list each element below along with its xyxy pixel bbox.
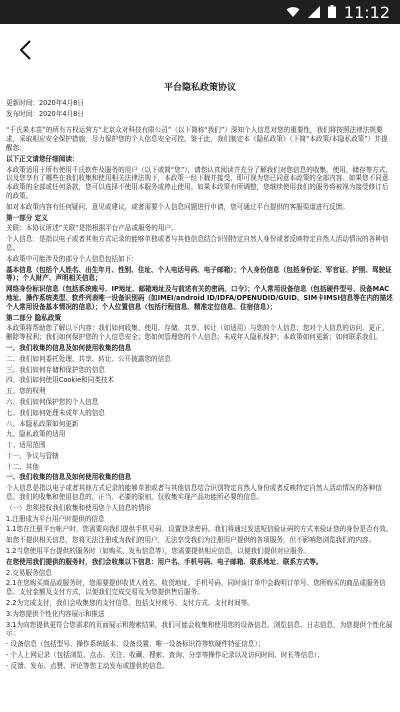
policy-paragraph: 十一、争议与管辖 (6, 451, 59, 460)
policy-paragraph: 第二部分 隐私政策 (6, 313, 62, 322)
policy-paragraph: 2.1在您购买商品或服务时，您需要提供收货人姓名、收货地址、手机号码，同时该订单中会载明订单号、您所购买的商品或服务信息、支付金额及支付方式，以便我们完成交易及为您提供售后服务。 (6, 579, 386, 597)
signal-icon (308, 3, 320, 22)
policy-paragraph: 十、适用范围 (6, 441, 46, 450)
policy-paragraph: 本政策中可能涉及的部分个人信息包括如下： (6, 254, 138, 263)
policy-paragraph: 2.交易服务信息 (6, 568, 52, 577)
policy-paragraph: 个人信息：是指以电子或者其他方式记录的能够单独或者与其他信息结合识别特定自然人身份或者反映特定自然人活动情况的各种信息。 (6, 235, 389, 252)
policy-paragraph: 1.注册成为平台用户时提供的信息 (6, 514, 105, 523)
wifi-icon (286, 3, 300, 22)
policy-paragraph: 一、我们收集的信息及如何使用收集的信息 (6, 343, 132, 352)
policy-paragraph: “千氏果木苗”的所有方权运营方“北京众对科技有限公司”（以下简称“我们”）深知个人信息对您的重要性，我们将按照法律法规要求，采取相应安全保护措施，尽力保护您的个人信息安全可控。鉴于此，我们制定本《隐私政策》（下简“本政策/本隐私政策”）并提醒您： (6, 126, 388, 152)
policy-paragraph: 本政策适用于所有使用千氏软件及服务的用户（以下或简“您”），请您认真阅读并充分了解我们对您信息的收集、使用、储存等方式，以及您享有了哪些在我们收集和使用相关法律法规下，本政策一经下载并接受，即可视为您已同意本政策的全部内容。如果您不同意本政策的全部或任何条款，您可以选择不使用本服务或停止使用。如果本政策有所调整，您继续使用我们的服务将被视为接受修订后的政策。 (6, 165, 392, 200)
policy-paragraph: 五、您的权利 (6, 387, 46, 396)
policy-paragraph: 一、我们收集的信息及如何使用收集的信息 (6, 473, 132, 482)
policy-paragraph: 3.为您提供个性化内容展示和推送 (6, 609, 105, 618)
policy-paragraph: 如您不提供相关信息，您将无法注册成为我们的用户，无法享受我们为注册用户提供的各项服务，但不影响您浏览我们的内容。 (6, 536, 376, 545)
policy-content[interactable] (0, 76, 400, 712)
policy-paragraph: - 个人上网记录（包括浏览、点击、关注、收藏、搜索、查询、分享等操作记录以及访问时间、时长等信息）； (6, 651, 324, 660)
policy-paragraph: 1.2当您使用平台提供的服务时（如购买、发布信息等），您需要提供相应信息，以便我们提供对应服务。 (6, 547, 310, 556)
policy-paragraph: 以下正文请您仔细阅读： (6, 154, 79, 163)
policy-paragraph: 基本信息（包括个人姓名、出生年月、性别、住址、个人电话号码、电子邮箱）；个人身份信息（包括身份证、军官证、护照、驾驶证等）；个人财产、声明相关信息； (6, 265, 392, 283)
policy-paragraph: 十二、其他 (6, 462, 39, 471)
back-button[interactable] (14, 39, 36, 61)
policy-paragraph: - 设备信息（包括型号、操作系统版本、设备设置、唯一设备标识符等软硬件特征信息）； (6, 640, 265, 649)
policy-paragraph: 关联：本协议所述“关联”是指根据平台产品或服务的用户。 (6, 224, 178, 233)
policy-paragraph: 在您使用我们提供的服务时，我们会收集以下信息：用户名、手机号码、电子邮箱、联系地址、联系方式等。 (6, 557, 323, 566)
policy-paragraph: （一）您须授权我们收集和使用您个人信息的情形 (6, 503, 152, 512)
policy-paragraph: 第一部分 定义 (6, 213, 48, 222)
policy-paragraph: 网络身份标识信息（包括系统账号、IP地址、邮箱地址及与前述有关的密码、口令）；个人常用设备信息（包括硬件型号、设备MAC地址、操作系统类型、软件列表唯一设备识别码（如IMEI/android ID/IDFA/OPENUDID/GUID、SIM卡IMSI信息等在内的描述个人常用设备基本情况的信息）；个人位置信息（包括行程信息、精准定位信息、住宿信息）； (6, 285, 393, 311)
policy-paragraph: 本政策将帮助您了解以下内容：我们如何收集、使用、存储、共享、转让（如适用）与您的个人信息；您对个人信息的访问、更正、删除等权利；我们如何保护您的个人信息安全；您如何管理您的个人信息；未成年人隐私保护；本政策如何更新；如何联系我们。 (6, 324, 389, 342)
policy-paragraph: 八、本隐私政策如何更新 (6, 419, 79, 428)
chevron-left-icon (19, 40, 31, 60)
app-bar (0, 24, 400, 76)
policy-paragraph: 个人信息是指以电子或者其他方式记录的能够单独或者与其他信息结合识别特定自然人身份或者反映特定自然人活动情况的各种信息。我们的收集和使用信息的，正当、必要的原则，仅收集实现产品功能所必要的信息。 (6, 484, 382, 502)
policy-paragraph: 三、我们如何存储和保护您的信息 (6, 365, 105, 374)
policy-paragraph: 四、我们如何使用Cookie和同类技术 (6, 376, 115, 385)
policy-paragraph: - 反馈、发布、点赞、评论等您主动发布或提供的信息。 (6, 661, 169, 670)
policy-paragraph: 二、我们如何委托处理、共享、转让、公开披露您的信息 (6, 354, 171, 363)
policy-paragraph: 3.1为向您提供更符合您需求的页面展示和搜索结果，我们可能会收集和使用您的设备信息、浏览信息、日志信息，为您提供个性化展示： (6, 620, 393, 638)
policy-paragraph: 2.2为完成支付，我们会收集您的支付信息，包括支付账号、支付方式、支付时间等。 (6, 599, 254, 608)
update-date: 更新时间：2020年4月8日 (6, 98, 84, 107)
status-bar (0, 0, 400, 24)
policy-paragraph: 六、我们如何保护您的个人信息 (6, 397, 99, 406)
policy-paragraph: 如对本政策内容有任何疑问、意见或建议，或者需要个人信息问题进行申请，您可通过平台提供的客服渠道进行反馈。 (6, 202, 349, 211)
page-title: 平台隐私政策协议 (163, 83, 236, 93)
battery-icon (328, 3, 336, 22)
publish-date: 发布时间：2020年4月8日 (6, 109, 84, 118)
status-time: 11:12 (343, 2, 390, 22)
policy-paragraph: 七、我们如何处理未成年人的信息 (6, 408, 105, 417)
policy-paragraph: 1.1您在注册平台帐户时，您需要向我们提供手机号码、设置登录密码。我们将通过发送短信验证码的方式来验证您的身份是否有效。 (6, 525, 393, 534)
policy-paragraphs (6, 126, 394, 670)
policy-paragraph: 九、隐私政策的适用 (6, 430, 66, 439)
